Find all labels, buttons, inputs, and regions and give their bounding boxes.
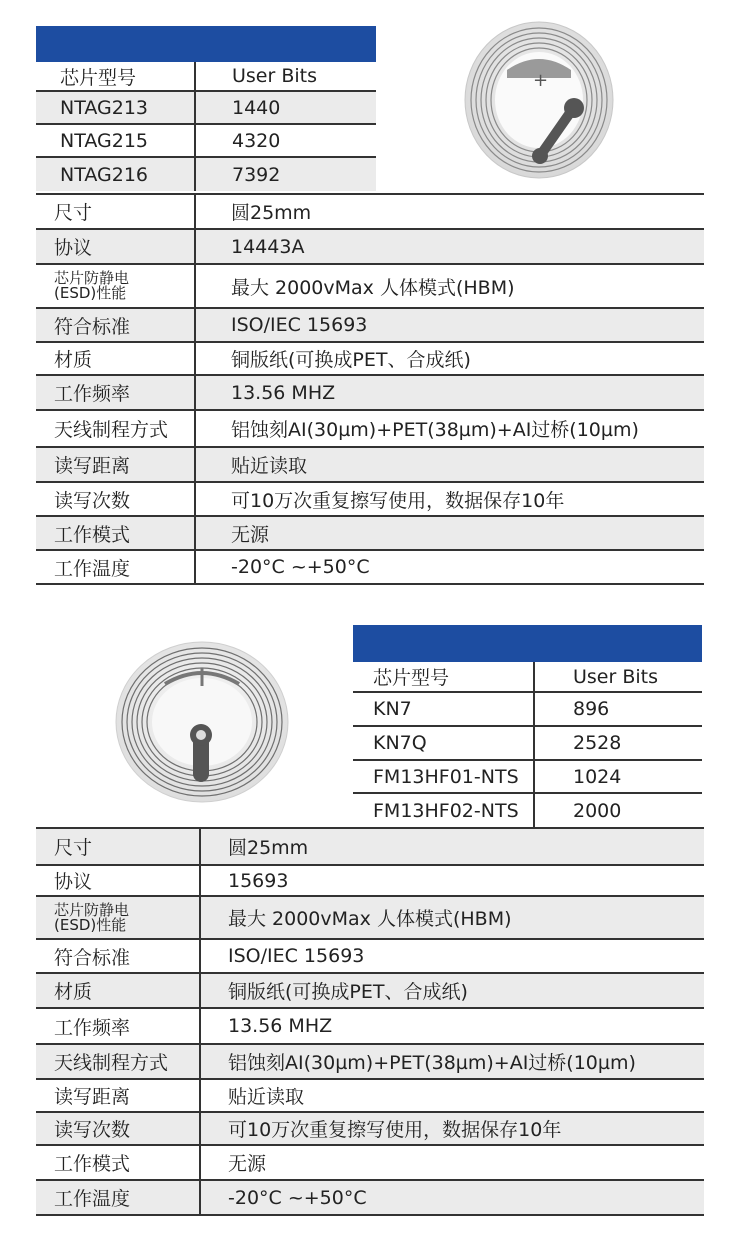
spec-row-protocol <box>36 866 704 897</box>
spec-row-work-mode <box>36 517 704 551</box>
spec-key: 读写距离 <box>36 448 196 481</box>
spec-key: 工作模式 <box>36 517 196 549</box>
spec-value: 13.56 MHZ <box>231 381 336 404</box>
spec-row-work-mode <box>36 1146 704 1181</box>
spec-value: 可10万次重复擦写使用，数据保存10年 <box>228 1119 562 1141</box>
spec-value: 圆25mm <box>228 837 309 859</box>
chip-model-cell: FM13HF02-NTS <box>353 794 535 827</box>
spec-row-esd <box>36 897 704 940</box>
chip-table-header-bar <box>36 26 376 62</box>
chip-model-cell: KN7 <box>353 693 535 725</box>
header-chip-model: 芯片型号 <box>36 62 196 90</box>
spec-value: 铝蚀刻AI(30µm)+PET(38µm)+AI过桥(10µm) <box>231 419 639 441</box>
header-user-bits: User Bits <box>232 65 318 87</box>
spec-key: 天线制程方式 <box>36 1045 201 1078</box>
spec-value: 铝蚀刻AI(30µm)+PET(38µm)+AI过桥(10µm) <box>228 1052 636 1074</box>
spec-row-size <box>36 195 704 230</box>
spec-value: ISO/IEC 15693 <box>228 945 365 967</box>
spec-row-rw-cycles <box>36 1113 704 1146</box>
spec-value: ISO/IEC 15693 <box>231 314 368 336</box>
chip-model-cell: KN7Q <box>353 727 535 759</box>
spec-key: 协议 <box>36 866 201 895</box>
spec-row-protocol <box>36 230 704 265</box>
spec-key: 协议 <box>36 230 196 263</box>
chip-model-cell: NTAG215 <box>36 125 196 156</box>
spec-row-material <box>36 343 704 376</box>
spec-row-rw-cycles <box>36 483 704 517</box>
spec-row-antenna-process <box>36 411 704 448</box>
chip-model-cell: NTAG216 <box>36 158 196 191</box>
spec-row-standard <box>36 940 704 974</box>
chip-model-cell: FM13HF01-NTS <box>353 761 535 792</box>
spec-key: 工作频率 <box>36 1009 201 1043</box>
user-bits-cell: 896 <box>573 698 610 720</box>
spec-key: 材质 <box>36 974 201 1007</box>
spec-key: 读写次数 <box>36 1113 201 1144</box>
table-row <box>36 92 376 125</box>
chip-table-header-row <box>36 62 376 92</box>
user-bits-cell: 7392 <box>232 163 281 186</box>
spec-value: 贴近读取 <box>228 1086 305 1108</box>
header-chip-model: 芯片型号 <box>353 662 535 691</box>
chip-model-cell: NTAG213 <box>36 92 196 123</box>
spec-value: 最大 2000vMax 人体模式(HBM) <box>228 908 512 930</box>
user-bits-cell: 4320 <box>232 129 281 152</box>
spec-row-read-distance <box>36 448 704 483</box>
table-row <box>353 761 702 794</box>
spec-key: 尺寸 <box>36 195 196 228</box>
spec-row-antenna-process <box>36 1045 704 1080</box>
spec-row-material <box>36 974 704 1009</box>
spec-key: 工作模式 <box>36 1146 201 1179</box>
spec-row-standard <box>36 309 704 343</box>
spec-key <box>36 897 201 938</box>
user-bits-cell: 2000 <box>573 799 622 822</box>
table-row <box>353 693 702 727</box>
spec-row-work-temp <box>36 1181 704 1216</box>
plus-icon: + <box>533 70 549 91</box>
spec-value: 14443A <box>231 235 305 258</box>
spec-value: 圆25mm <box>231 202 312 224</box>
spec-value: 15693 <box>228 869 289 892</box>
spec-key: 符合标准 <box>36 940 201 972</box>
spec-row-frequency <box>36 376 704 411</box>
spec-value: 最大 2000vMax 人体模式(HBM) <box>231 276 515 299</box>
spec-key: 材质 <box>36 343 196 374</box>
chip-table-header-bar <box>353 625 702 662</box>
table-row <box>353 727 702 761</box>
spec-value: 贴近读取 <box>231 455 308 477</box>
spec-key-line: 芯片防静电 <box>54 900 130 919</box>
spec-value: -20°C ~+50°C <box>228 1186 367 1209</box>
spec-row-frequency <box>36 1009 704 1045</box>
header-user-bits: User Bits <box>573 665 659 688</box>
user-bits-cell: 2528 <box>573 732 622 754</box>
table-row <box>36 125 376 158</box>
spec-table-1 <box>36 193 704 585</box>
spec-value: 可10万次重复擦写使用，数据保存10年 <box>231 489 565 512</box>
nfc-antenna-coil-icon <box>462 18 617 183</box>
spec-key-line: (ESD)性能 <box>54 915 127 934</box>
spec-row-read-distance <box>36 1080 704 1113</box>
spec-key: 读写距离 <box>36 1080 201 1111</box>
spec-key: 天线制程方式 <box>36 411 196 446</box>
spec-key: 工作频率 <box>36 376 196 409</box>
table-row <box>353 794 702 827</box>
chip-table-1 <box>36 62 376 191</box>
spec-value: 铜版纸(可换成PET、合成纸) <box>228 981 468 1003</box>
chip-table-2 <box>353 662 702 827</box>
spec-key: 符合标准 <box>36 309 196 341</box>
spec-row-esd <box>36 265 704 309</box>
spec-key-line: (ESD)性能 <box>54 284 127 302</box>
spec-key-line: 芯片防静电 <box>54 269 130 287</box>
spec-key <box>36 265 196 307</box>
user-bits-cell: 1440 <box>232 96 281 119</box>
user-bits-cell: 1024 <box>573 765 622 788</box>
spec-value: 铜版纸(可换成PET、合成纸) <box>231 349 471 371</box>
spec-value: 无源 <box>228 1153 267 1175</box>
chip-table-header-row <box>353 662 702 693</box>
spec-table-2 <box>36 827 704 1216</box>
spec-value: 无源 <box>231 523 270 546</box>
spec-key: 工作温度 <box>36 1181 201 1214</box>
spec-key: 工作温度 <box>36 551 196 583</box>
table-row <box>36 158 376 191</box>
spec-row-size <box>36 829 704 866</box>
spec-row-work-temp <box>36 551 704 585</box>
spec-key: 尺寸 <box>36 829 201 864</box>
nfc-antenna-coil-icon <box>110 640 295 805</box>
spec-value: 13.56 MHZ <box>228 1015 333 1037</box>
spec-key: 读写次数 <box>36 483 196 515</box>
spec-value: -20°C ~+50°C <box>231 556 370 578</box>
